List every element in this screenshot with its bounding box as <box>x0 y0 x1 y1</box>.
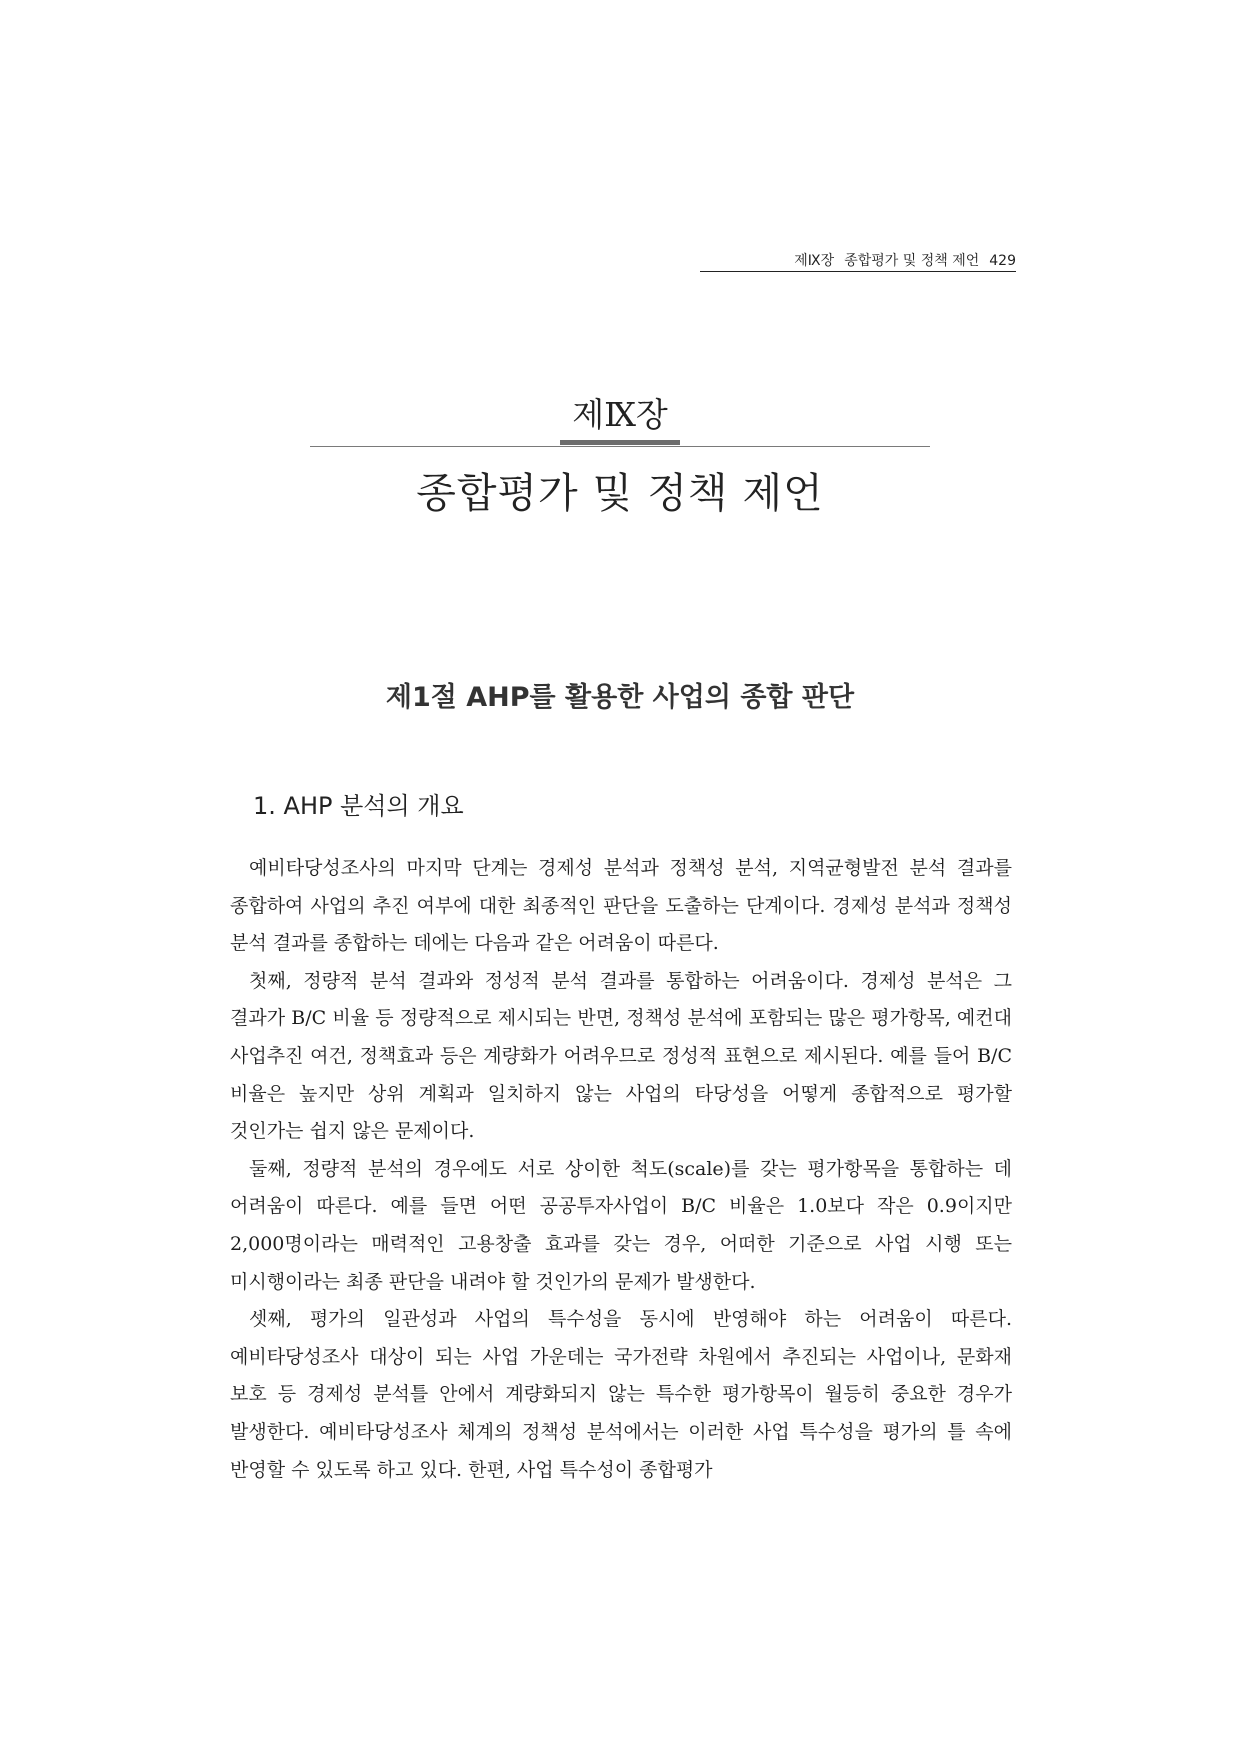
chapter-accent-bar <box>560 440 680 445</box>
running-header <box>700 252 1016 272</box>
paragraph-first: 첫째, 정량적 분석 결과와 정성적 분석 결과를 통합하는 어려움이다. 경제성 분석은 그 결과가 B/C 비율 등 정량적으로 제시되는 반면, 정책성 분석에 포함되는 많은 평가항목, 예컨대 사업추진 여건, 정책효과 등은 계량화가 어려우므로 정성적 표현으로 제시된다. 예를 들어 B/C 비율은 높지만 상위 계획과 일치하지 않는 사업의 타당성을 어떻게 종합적으로 평가할 것인가는 쉽지 않은 문제이다. <box>230 969 1012 1143</box>
running-header-chapter: 제Ⅸ장 <box>794 253 835 269</box>
paragraph-intro: 예비타당성조사의 마지막 단계는 경제성 분석과 정책성 분석, 지역균형발전 분석 결과를 종합하여 사업의 추진 여부에 대한 최종적인 판단을 도출하는 단계이다. 경제성 분석과 정책성 분석 결과를 종합하는 데에는 다음과 같은 어려움이 따른다. <box>230 857 1012 955</box>
chapter-title: 종합평가 및 정책 제언 <box>416 469 824 517</box>
running-header-title: 종합평가 및 정책 제언 <box>844 253 980 269</box>
body-text <box>230 850 1012 1489</box>
chapter-divider <box>310 446 930 447</box>
paragraph-second: 둘째, 정량적 분석의 경우에도 서로 상이한 척도(scale)를 갖는 평가항목을 통합하는 데 어려움이 따른다. 예를 들면 어떤 공공투자사업이 B/C 비율은 1.0보다 작은 0.9이지만 2,000명이라는 매력적인 고용창출 효과를 갖는 경우, 어떠한 기준으로 사업 시행 또는 미시행이라는 최종 판단을 내려야 할 것인가의 문제가 발생한다. <box>230 1157 1012 1293</box>
page-number: 429 <box>989 253 1016 269</box>
subsection-title: 1. AHP 분석의 개요 <box>253 792 464 820</box>
section-title: 제1절 AHP를 활용한 사업의 종합 판단 <box>385 682 855 713</box>
chapter-label: 제Ⅸ장 <box>572 395 668 434</box>
paragraph-third: 셋째, 평가의 일관성과 사업의 특수성을 동시에 반영해야 하는 어려움이 따른다. 예비타당성조사 대상이 되는 사업 가운데는 국가전략 차원에서 추진되는 사업이나, 문화재 보호 등 경제성 분석틀 안에서 계량화되지 않는 특수한 평가항목이 월등히 중요한 경우가 발생한다. 예비타당성조사 체계의 정책성 분석에서는 이러한 사업 특수성을 평가의 틀 속에 반영할 수 있도록 하고 있다. 한편, 사업 특수성이 종합평가 <box>230 1308 1012 1481</box>
